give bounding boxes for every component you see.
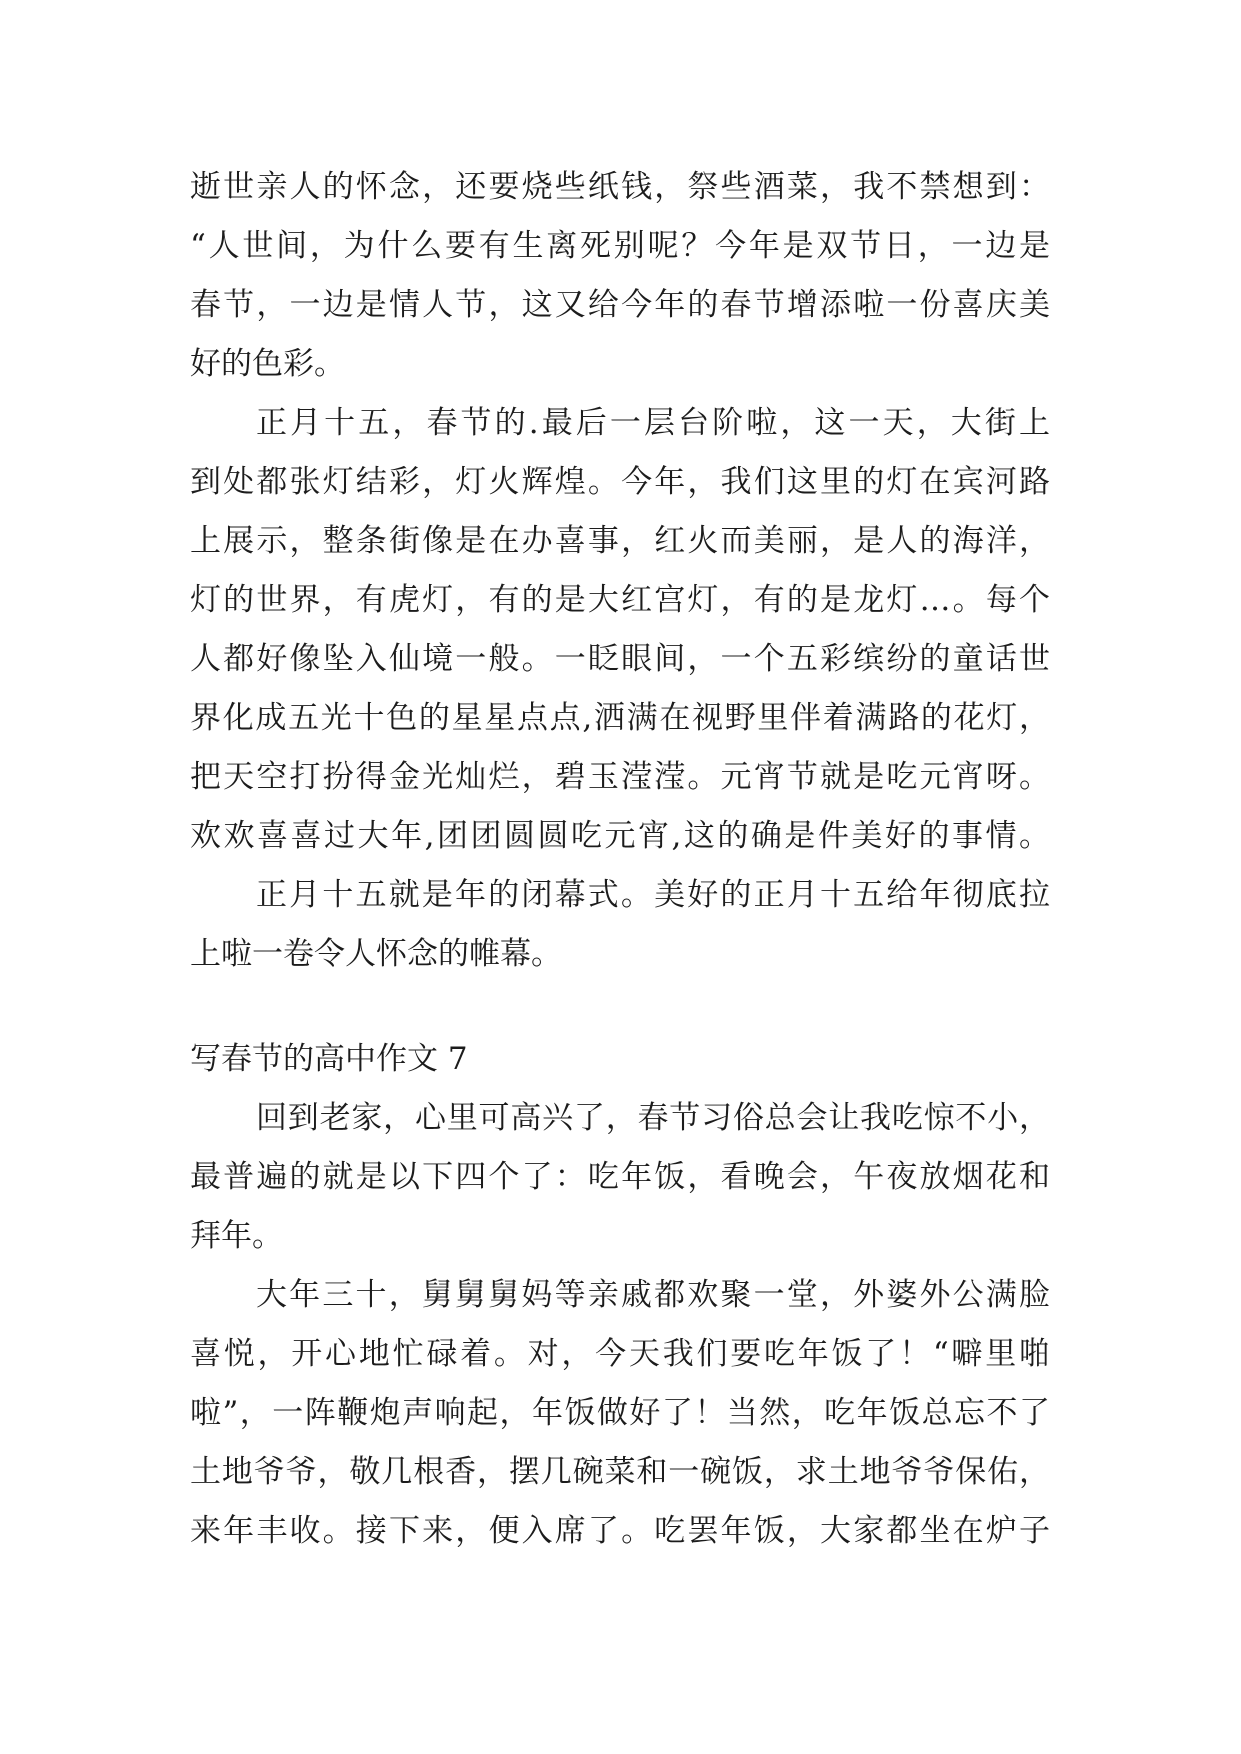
paragraph-line: 最普遍的就是以下四个了：吃年饭，看晚会，午夜放烟花和 [190,1159,1050,1195]
paragraph-line: 啦”，一阵鞭炮声响起，年饭做好了！当然，吃年饭总忘不了 [190,1395,1050,1431]
paragraph-line: 到处都张灯结彩，灯火辉煌。今年，我们这里的灯在宾河路 [190,464,1050,500]
essay-continuation [190,158,1050,984]
paragraph-line: 喜悦，开心地忙碌着。对，今天我们要吃年饭了！“噼里啪 [190,1336,1050,1372]
paragraph-line: 界化成五光十色的星星点点,洒满在视野里伴着满路的花灯， [190,700,1050,736]
paragraph-line: “人世间，为什么要有生离死别呢？今年是双节日，一边是 [190,228,1050,264]
paragraph-line: 大年三十，舅舅舅妈等亲戚都欢聚一堂，外婆外公满脸 [256,1277,1050,1313]
paragraph-line: 逝世亲人的怀念，还要烧些纸钱，祭些酒菜，我不禁想到： [190,169,1050,205]
paragraph-line: 春节，一边是情人节，这又给今年的春节增添啦一份喜庆美 [190,287,1050,323]
paragraph-line: 好的色彩。 [190,346,345,382]
essay-section [190,1030,1050,1561]
paragraph-line: 正月十五，春节的.最后一层台阶啦，这一天，大街上 [256,405,1050,441]
paragraph-line: 上展示，整条街像是在办喜事，红火而美丽，是人的海洋， [190,523,1050,559]
paragraph-line: 来年丰收。接下来，便入席了。吃罢年饭，大家都坐在炉子 [190,1513,1050,1549]
paragraph-line: 土地爷爷，敬几根香，摆几碗菜和一碗饭，求土地爷爷保佑， [190,1454,1050,1490]
paragraph-line: 正月十五就是年的闭幕式。美好的正月十五给年彻底拉 [256,877,1050,913]
paragraph-line: 人都好像坠入仙境一般。一眨眼间，一个五彩缤纷的童话世 [190,641,1050,677]
paragraph-line: 上啦一卷令人怀念的帷幕。 [190,936,562,972]
paragraph-line: 把天空打扮得金光灿烂，碧玉滢滢。元宵节就是吃元宵呀。 [190,759,1050,795]
paragraph-line: 拜年。 [190,1218,283,1254]
paragraph-line: 回到老家，心里可高兴了，春节习俗总会让我吃惊不小， [256,1100,1050,1136]
paragraph-line: 灯的世界，有虎灯，有的是大红宫灯，有的是龙灯…。每个 [190,582,1050,618]
section-title: 写春节的高中作文 7 [190,1041,468,1077]
paragraph-line: 欢欢喜喜过大年,团团圆圆吃元宵,这的确是件美好的事情。 [190,818,1050,854]
